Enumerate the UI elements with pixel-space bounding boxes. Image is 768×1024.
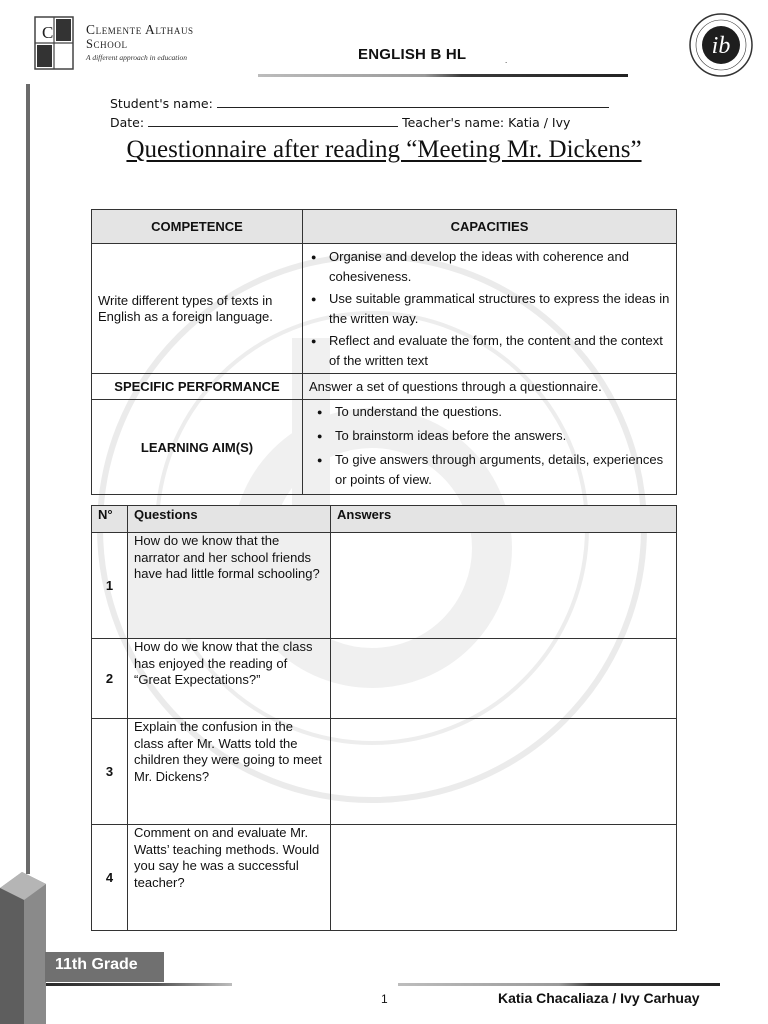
- subject-title: ENGLISH B HL: [358, 46, 467, 63]
- footer-rule-left: [46, 983, 232, 986]
- learning-aims-label: LEARNING AIM(S): [92, 400, 303, 495]
- svg-text:A: A: [59, 49, 71, 68]
- svg-text:ib: ib: [711, 33, 731, 59]
- answer-cell[interactable]: [331, 533, 677, 639]
- school-word: School: [86, 37, 128, 51]
- school-name: Clemente Althaus: [86, 22, 194, 37]
- capacity-item: ● Organise and develop the ideas with coherence and cohesiveness.: [311, 247, 672, 288]
- learning-aims-row: [92, 400, 677, 495]
- competence-row: [92, 244, 677, 374]
- question-row: [92, 533, 677, 639]
- capacities-list: [303, 245, 676, 372]
- question-text: How do we know that the class has enjoyed the reading of “Great Expectations?”: [128, 639, 331, 719]
- student-name-label: Student's name:: [110, 96, 213, 111]
- crest-letters: [39, 18, 71, 72]
- footer-authors: Katia Chacaliaza / Ivy Carhuay: [498, 990, 700, 1006]
- header-rule: [258, 74, 628, 77]
- question-number: 2: [92, 639, 128, 719]
- learning-aim-item: ● To understand the questions.: [311, 402, 672, 422]
- learning-aim-item: ● To give answers through arguments, details, experiences or points of view.: [311, 450, 672, 490]
- learning-aims-cell: [303, 400, 677, 495]
- number-header: N°: [92, 506, 128, 533]
- corner-decoration: [0, 872, 46, 1024]
- date-row: [110, 115, 570, 130]
- page-number: 1: [381, 992, 388, 1006]
- capacity-item: ● Reflect and evaluate the form, the content and the context of the written text: [311, 331, 672, 372]
- learning-aim-item: ● To brainstorm ideas before the answers.: [311, 426, 672, 446]
- svg-text:C: C: [42, 23, 54, 42]
- answers-header: Answers: [331, 506, 677, 533]
- specific-performance-text: Answer a set of questions through a questionnaire.: [303, 374, 677, 400]
- questions-header: Questions: [128, 506, 331, 533]
- student-name-blank[interactable]: [217, 96, 609, 108]
- specific-performance-label: SPECIFIC PERFORMANCE: [92, 374, 303, 400]
- competence-table: [91, 209, 677, 495]
- question-text: How do we know that the narrator and her school friends have had little formal schooling?: [128, 533, 331, 639]
- learning-aims-list: [303, 400, 676, 490]
- footer-rule-right: [398, 983, 720, 986]
- capacity-item: ● Use suitable grammatical structures to express the ideas in the written way.: [311, 289, 672, 330]
- competence-header-row: [92, 210, 677, 244]
- page-title: Questionnaire after reading “Meeting Mr. Dickens”: [126, 136, 642, 163]
- question-text: Comment on and evaluate Mr. Watts’ teaching methods. Would you say he was a successful teacher?: [128, 825, 331, 931]
- ib-world-school-logo-icon: [688, 12, 754, 78]
- date-blank[interactable]: [148, 115, 398, 127]
- question-row: [92, 639, 677, 719]
- answer-cell[interactable]: [331, 825, 677, 931]
- specific-performance-row: [92, 374, 677, 400]
- subject-mark: .: [505, 56, 508, 65]
- question-number: 3: [92, 719, 128, 825]
- question-number: 1: [92, 533, 128, 639]
- capacities-header: CAPACITIES: [303, 210, 677, 244]
- answer-cell[interactable]: [331, 719, 677, 825]
- student-name-row: [110, 96, 609, 111]
- question-row: [92, 719, 677, 825]
- grade-badge: 11th Grade: [45, 952, 164, 982]
- question-text: Explain the confusion in the class after Mr. Watts told the children they were going to meet Mr. Dickens?: [128, 719, 331, 825]
- questions-table: [91, 505, 677, 931]
- teacher-name-label: Teacher's name: Katia / Ivy: [402, 115, 571, 130]
- capacities-cell: [303, 244, 677, 374]
- left-margin-rule: [26, 84, 30, 874]
- questions-header-row: [92, 506, 677, 533]
- school-logo: [30, 14, 230, 84]
- competence-header: COMPETENCE: [92, 210, 303, 244]
- date-label: Date:: [110, 115, 145, 130]
- question-row: [92, 825, 677, 931]
- competence-text: Write different types of texts in English as a foreign language.: [92, 244, 303, 374]
- question-number: 4: [92, 825, 128, 931]
- answer-cell[interactable]: [331, 639, 677, 719]
- school-tagline: A different approach in education: [86, 53, 187, 62]
